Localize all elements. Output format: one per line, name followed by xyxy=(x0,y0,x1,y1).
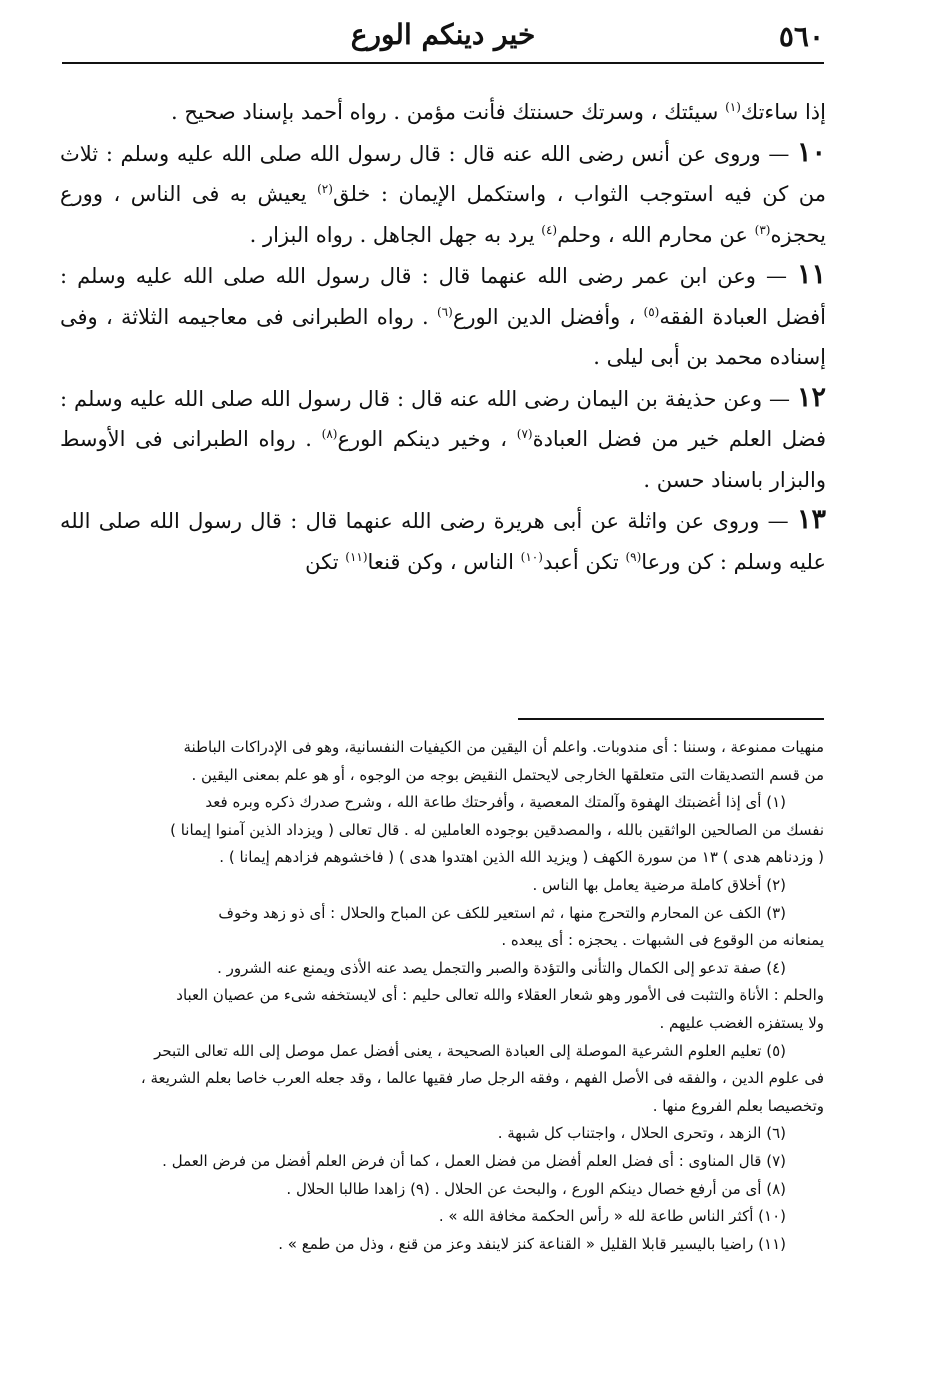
hadith-10 xyxy=(60,133,826,256)
text-segment: تكن xyxy=(305,549,339,574)
footnote-11: (١١) راضيا باليسير قابلا القليل « القناعة كنز لاينفد وعز من قنع ، وذل من طمع » . xyxy=(278,1234,786,1253)
footnote-intro-line: منهيات ممنوعة ، وسننا : أى مندوبات. واعلم أن اليقين من الكيفيات النفسانية، وهو فى الإدراكات الباطنة xyxy=(183,738,824,756)
footnote-10: (١٠) أكثر الناس طاعة لله « رأس الحكمة مخافة الله » . xyxy=(438,1207,786,1226)
text-segment: ، وأفضل الدين الورع xyxy=(452,304,636,329)
page-number: ٥٦٠ xyxy=(778,20,824,53)
text-segment: تكن أعبد xyxy=(542,549,619,574)
footnote-marker-2: (٢) xyxy=(317,182,333,196)
hadith-11 xyxy=(60,255,826,378)
header-rule xyxy=(62,62,824,64)
main-text xyxy=(60,92,826,582)
footnote-4-cont: والحلم : الأناة والتثبت فى الأمور وهو شعار العقلاء والله تعالى حليم : أى لايستخفه شىء من عصيان العباد xyxy=(176,986,824,1005)
footnote-intro-line: من قسم التصديقات التى متعلقها الخارجى لايحتمل النقيض بوجه من الوجوه ، أو هو علم بمعنى اليقين . xyxy=(191,765,824,784)
hadith-12 xyxy=(60,378,826,501)
hadith-number: ١٢ xyxy=(796,381,826,413)
hadith-13 xyxy=(60,500,826,582)
footnote-1-cont: نفسك من الصالحين الواثقين بالله ، والمصدقين بوجوده العاملين له . قال تعالى ( ويزداد الذين آمنوا إيمانا ) xyxy=(170,820,824,839)
footnote-4: (٤) صفة تدعو إلى الكمال والتأنى والتؤدة والصبر والتجمل يصد عنه الأذى ويمنع عنه الشرور . xyxy=(217,958,786,977)
text-segment: عليه وسلم : فضل العلم خير من فضل العبادة xyxy=(60,386,826,451)
footnote-5: (٥) تعليم العلوم الشرعية الموصلة إلى العبادة الصحيحة ، يعنى أفضل عمل موصل إلى الله تعالى التبحر xyxy=(154,1041,786,1060)
text-segment: فى الأوسط والبزار باسناد حسن . xyxy=(60,427,826,492)
footnote-5-cont: وتخصيصا بعلم الفروع منها . xyxy=(652,1096,824,1115)
text-segment: يرد به جهل الجاهل . رواه البزار . xyxy=(249,222,535,247)
text-segment: الناس ، وكن قنعا xyxy=(367,549,514,574)
text-segment: — وعن حذيفة بن اليمان رضى الله عنه قال : قال رسول الله صلى الله xyxy=(173,386,791,411)
text-segment: وفى إسناده محمد بن أبى ليلى . xyxy=(60,304,826,369)
hadith-number: ١٠ xyxy=(796,136,826,168)
text-segment: صلى الله عليه وسلم : كن ورعا xyxy=(60,509,826,574)
footnote-marker-10: (١٠) xyxy=(520,549,543,564)
footnote-marker-4: (٤) xyxy=(541,222,558,237)
footnote-2: (٢) أخلاق كاملة مرضية يعامل بها الناس . xyxy=(532,875,786,894)
text-segment: ، وخير دينكم الورع xyxy=(337,427,508,451)
footnote-4-cont: ولا يستفزه الغضب عليهم . xyxy=(659,1013,824,1032)
paragraph-continuation xyxy=(60,92,826,133)
text-segment: — وروى عن واثلة عن أبى هريرة رضى الله عنهما قال : قال رسول الله xyxy=(149,509,789,533)
text-segment: — وعن ابن عمر رضى الله عنهما قال : قال رسول الله صلى الله عليه وسلم : xyxy=(60,264,787,288)
text-segment: إذا ساءتك xyxy=(740,100,826,124)
footnote-7: (٧) قال المناوى : أى فضل العلم أفضل من فضل العمل ، كما أن فرض العلم أفضل من فرض العمل . xyxy=(162,1151,786,1170)
footnote-marker-6: (٦) xyxy=(436,304,453,319)
footnote-5-cont: فى علوم الدين ، والفقه فى الأصل الفهم ، وفقه الرجل صار فقيها عالما ، وقد جعله العرب خاصا بعلم الشريعة ، xyxy=(140,1069,824,1088)
hadith-number: ١٣ xyxy=(796,504,826,535)
footnote-3: (٣) الكف عن المحارم والتحرج منها ، ثم استعير للكف عن المباح والحلال : أى ذو زهد وخوف xyxy=(218,903,786,922)
footnote-8-9: (٨) أى من أرفع خصال دينكم الورع ، والبحث عن الحلال . (٩) زاهدا طالبا الحلال . xyxy=(286,1179,786,1198)
text-segment: عن محارم الله ، وحلم xyxy=(557,222,748,247)
text-segment: الناس ، وورع يحجزه xyxy=(60,182,826,247)
text-segment: ثلاث من كن فيه استوجب الثواب ، واستكمل الإيمان : خلق xyxy=(60,141,826,206)
footnote-divider xyxy=(518,718,824,720)
footnote-marker-1: (١) xyxy=(725,100,741,114)
text-segment: سيئتك ، وسرتك حسنتك فأنت مؤمن . رواه أحمد بإسناد صحيح . xyxy=(171,100,719,124)
footnote-marker-7: (٧) xyxy=(516,427,533,441)
text-segment: — وروى عن أنس رضى الله عنه قال : قال رسول الله صلى الله عليه وسلم : xyxy=(105,141,790,166)
footnotes xyxy=(66,734,824,1258)
text-segment: . رواه الطبرانى xyxy=(172,427,312,451)
footnote-3-cont: يمنعانه من الوقوع فى الشبهات . يحجزه : أى يبعده . xyxy=(501,931,824,950)
text-segment: أفضل العبادة الفقه xyxy=(659,304,826,329)
text-segment: . رواه الطبرانى فى معاجيمه الثلاثة ، xyxy=(105,304,429,329)
footnote-marker-3: (٣) xyxy=(754,222,771,237)
footnote-1: (١) أى إذا أغضبتك الهفوة وآلمتك المعصية ، وأفرحتك طاعة الله ، وشرح صدرك ذكره وبره فعد xyxy=(205,793,786,812)
text-segment: يعيش به فى xyxy=(191,182,307,206)
footnote-marker-11: (١١) xyxy=(345,549,368,564)
page-header xyxy=(62,18,824,62)
footnote-marker-5: (٥) xyxy=(643,304,660,319)
footnote-1-cont: ( وزدناهم هدى ) ١٣ من سورة الكهف ( ويزيد الله الذين اهتدوا هدى ) ( فاخشوهم فزادهم إيمانا ) . xyxy=(219,848,824,867)
footnote-marker-8: (٨) xyxy=(321,427,338,441)
running-title: خير دينكم الورع xyxy=(350,18,536,51)
hadith-number: ١١ xyxy=(796,259,826,290)
footnote-6: (٦) الزهد ، وتحرى الحلال ، واجتناب كل شبهة . xyxy=(497,1124,786,1143)
footnote-marker-9: (٩) xyxy=(625,549,642,564)
